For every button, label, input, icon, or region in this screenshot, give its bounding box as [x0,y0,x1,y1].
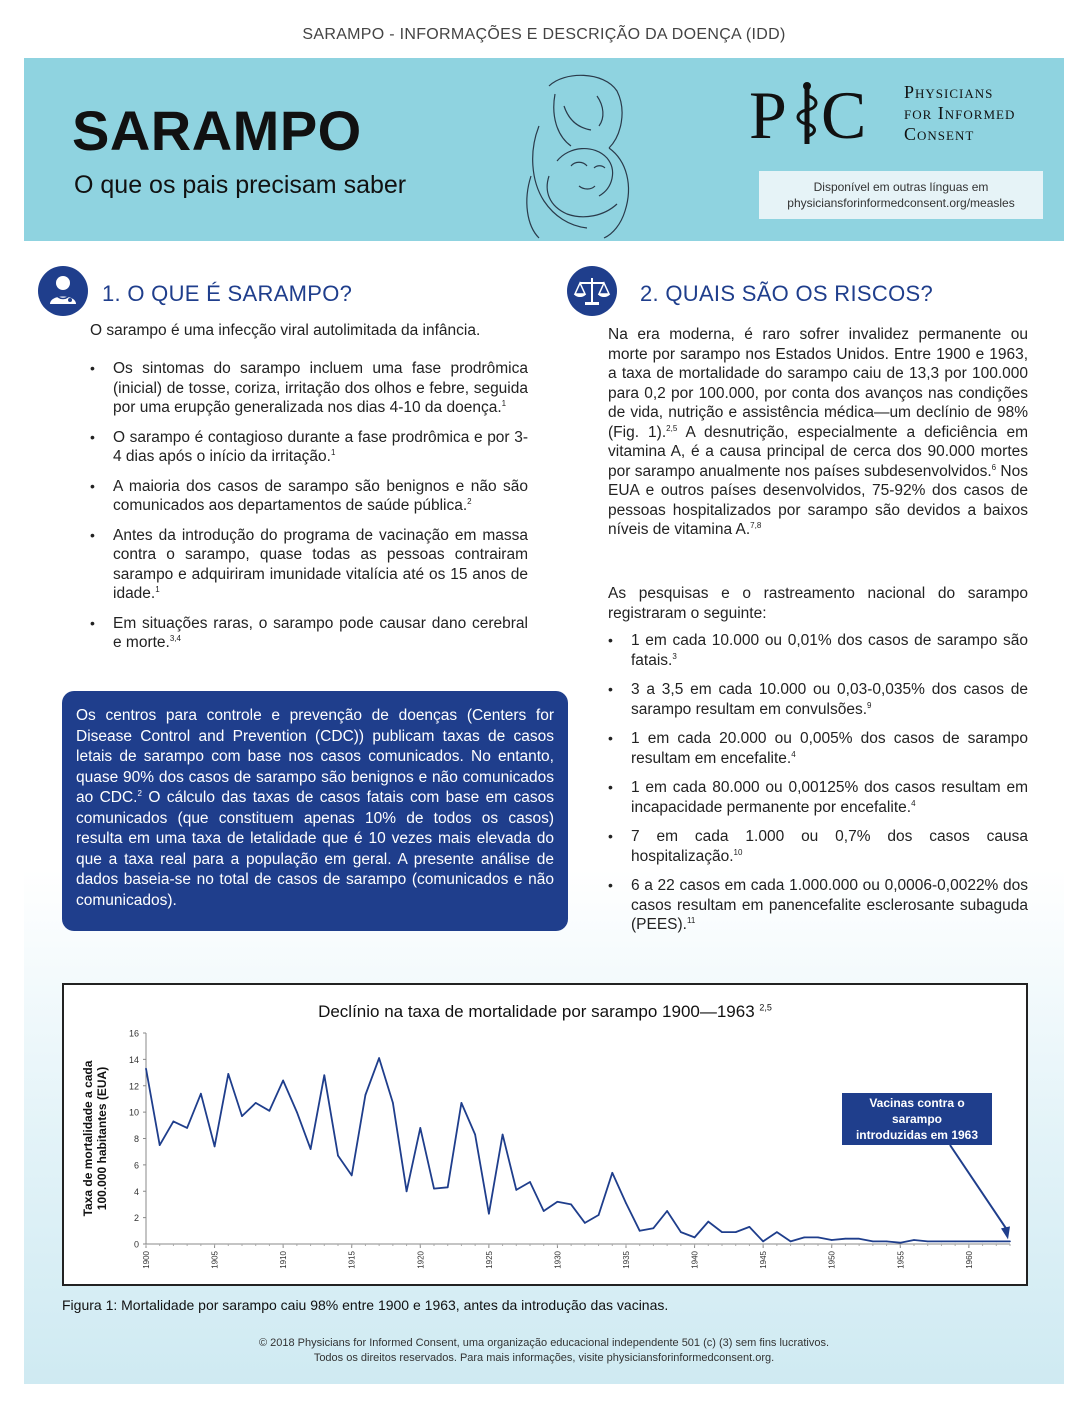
data-point [378,1057,380,1059]
data-point [145,1068,147,1070]
chart-frame [62,983,1028,1286]
data-point [269,1110,271,1112]
y-axis-label-line1: Taxa de mortalidade a cada [81,1060,95,1217]
y-tick-label: 0 [133,1239,139,1250]
data-point [776,1231,778,1233]
svg-text:C: C [821,78,867,148]
list-item: • Antes da introdução do programa de vacinação em massa contra o sarampo, quase todas as pessoas contrairam sarampo e adquiriram imunidade vitalícia até os 15 anos de idade.$^1$ [90,526,528,604]
section1-title: 1. O QUE É SARAMPO? [102,281,353,306]
data-point [941,1241,943,1243]
data-point [214,1146,216,1148]
y-tick-label: 14 [128,1054,139,1065]
data-point [694,1237,696,1239]
data-point [186,1127,188,1129]
data-point [282,1080,284,1082]
pic-logo-icon [749,78,884,148]
x-tick-label: 1925 [484,1251,494,1269]
list-item: • 1 em cada 20.000 ou 0,005% dos casos de sarampo resultam em encefalite.$^4$ [608,729,1028,768]
data-point [598,1214,600,1216]
series-line [146,1058,1010,1243]
section2-intro: As pesquisas e o rastreamento nacional do sarampo registraram o seguinte: [608,585,1028,622]
data-point [666,1210,668,1212]
mortality-line-chart [64,985,1026,1284]
data-point [392,1102,394,1104]
y-tick-label: 12 [128,1081,139,1092]
x-tick-label: 1915 [347,1251,357,1269]
data-point [707,1221,709,1223]
annotation-text: Vacinas contra o [869,1096,965,1110]
list-item: • 1 em cada 10.000 ou 0,01% dos casos de sarampo são fatais.$^3$ [608,631,1028,670]
running-title: SARAMPO - INFORMAÇÕES E DESCRIÇÃO DA DOENÇA (IDD) [302,26,786,43]
languages-link[interactable]: physiciansforinformedconsent.org/measles [787,196,1015,210]
y-tick-label: 2 [133,1213,139,1224]
page-subtitle: O que os pais precisam saber [74,171,407,199]
org-name: Physicians for Informed Consent [904,82,1016,144]
annotation-text: sarampo [891,1112,943,1126]
chart-title: Declínio na taxa de mortalidade por sarampo 1900—1963 $^{2,5}$ [318,1002,772,1021]
section2-paragraph: Na era moderna, é raro sofrer invalidez permanente ou morte por sarampo nos Estados Unidos. Entre 1900 e 1963, a taxa de mortalidade do sarampo caiu de 13,3 por 100.000 para 0,2 por 100.000, por conta dos avanços nas condições de vida, nutrição e assistência médica—um declínio de 98% (Fig. 1).$^{2,5}$ A desnutrição, especialmente a deficiência em vitamina A, é a causa principal de cerca dos 90.000 mortes por sarampo anualmente nos países subdesenvolvidos.$^6$ Nos EUA e outros países desenvolvidos, 75-92% dos casos de pessoas hospitalizados por sarampo são devidos a baixos níveis de vitamina A.$^{7,8}$ [608,326,1028,538]
data-point [557,1201,559,1203]
data-point [310,1148,312,1150]
y-tick-label: 6 [133,1160,139,1171]
data-point [502,1134,504,1136]
x-tick-label: 1900 [142,1251,151,1269]
list-item: • O sarampo é contagioso durante a fase prodrômica e por 3-4 dias após o início da irritação.$^1$ [90,428,528,467]
y-tick-label: 10 [128,1107,139,1118]
data-point [927,1241,929,1243]
data-point [982,1241,984,1243]
data-point [762,1241,764,1243]
x-tick-label: 1960 [964,1251,974,1269]
data-point [831,1239,833,1241]
data-point [529,1181,531,1183]
data-point [735,1231,737,1233]
section2-bullet-list [608,631,1028,945]
data-point [639,1230,641,1232]
x-tick-label: 1910 [279,1251,289,1269]
languages-notice: Disponível em outras línguas em physiciansforinformedconsent.org/measles [759,171,1043,219]
data-point [721,1231,723,1233]
y-tick-label: 4 [133,1186,139,1197]
section2-title: 2. QUAIS SÃO OS RISCOS? [640,281,933,306]
data-point [474,1134,476,1136]
mother-child-illustration [509,66,649,242]
data-point [790,1241,792,1243]
data-point [227,1073,229,1075]
annotation-arrow [950,1145,1008,1231]
data-point [173,1121,175,1123]
data-point [323,1074,325,1076]
section1-intro: O sarampo é uma infecção viral autolimitada da infância. [90,322,481,339]
data-point [461,1102,463,1104]
list-item: • 6 a 22 casos em cada 1.000.000 ou 0,0006-0,0022% dos casos resultam em panencefalite esclerosante subaguda (PEES).$^{11}$ [608,876,1028,935]
data-point [365,1094,367,1096]
data-point [351,1175,353,1177]
data-point [749,1226,751,1228]
data-point [488,1213,490,1215]
data-point [447,1186,449,1188]
data-point [803,1237,805,1239]
figure-caption: Figura 1: Mortalidade por sarampo caiu 98% entre 1900 e 1963, antes da introdução das vacinas. [62,1297,669,1313]
data-point [611,1172,613,1174]
data-point [913,1239,915,1241]
data-point [255,1102,257,1104]
data-point [159,1144,161,1146]
svg-text:P: P [749,78,787,148]
y-tick-label: 8 [133,1134,139,1144]
data-point [995,1241,997,1243]
x-tick-label: 1940 [690,1251,700,1269]
data-point [899,1242,901,1244]
data-point [200,1093,202,1095]
data-point [1009,1241,1011,1243]
data-point [296,1111,298,1113]
data-point [886,1241,888,1243]
data-point [625,1202,627,1204]
page-title: SARAMPO [72,99,362,162]
data-point [954,1241,956,1243]
data-point [817,1237,819,1239]
list-item: • 7 em cada 1.000 ou 0,7% dos casos causa hospitalização.$^{10}$ [608,827,1028,866]
data-point [968,1241,970,1243]
x-tick-label: 1950 [827,1251,837,1269]
x-tick-label: 1920 [416,1251,426,1269]
x-tick-label: 1930 [553,1251,563,1269]
y-axis-label-line2: 100.000 habitantes (EUA) [95,1066,109,1211]
data-point [858,1238,860,1240]
data-point [570,1204,572,1206]
section1-bullet-list [90,359,528,663]
annotation-arrowhead [1001,1226,1010,1239]
list-item: • A maioria dos casos de sarampo são benignos e não são comunicados aos departamentos de saúde pública.$^2$ [90,477,528,516]
footer: © 2018 Physicians for Informed Consent, uma organização educacional independente 501 (c) (3) sem fins lucrativos. Todos os direitos reservados. Para mais informações, visite physiciansforinformedconsent.org. [258,1337,830,1364]
title-banner [24,58,1064,241]
list-item: • 1 em cada 80.000 ou 0,00125% dos casos resultam em incapacidade permanente por encefalite.$^4$ [608,778,1028,817]
scales-icon [567,266,617,316]
x-tick-label: 1935 [622,1251,631,1269]
data-point [584,1222,586,1224]
list-item: • 3 a 3,5 em cada 10.000 ou 0,03-0,035% dos casos de sarampo resultam em convulsões.$^9$ [608,680,1028,719]
data-point [419,1127,421,1129]
annotation-text: introduzidas em 1963 [855,1128,979,1142]
data-point [337,1155,339,1157]
data-point [653,1227,655,1229]
data-point [406,1190,408,1192]
y-tick-label: 16 [128,1028,139,1039]
x-tick-label: 1905 [210,1251,220,1269]
data-point [845,1238,847,1240]
x-tick-label: 1955 [896,1251,906,1269]
x-tick-label: 1945 [759,1251,769,1269]
list-item: • Os sintomas do sarampo incluem uma fase prodrômica (inicial) de tosse, coriza, irritação dos olhos e febre, seguida por uma erupção generalizada nos dias 4-10 da doença.$^1$ [90,359,528,418]
cdc-note-box: Os centros para controle e prevenção de doenças (Centers for Disease Control and Prevention (CDC)) publicam taxas de casos letais de sarampo com base nos casos comunicados. No entanto, quase 90% dos casos de sarampo são benignos e não comunicados ao CDC.$^2$ O cálculo das taxas de casos fatais com base em casos comunicados (que constituem apenas 10% de todos os casos) resulta em uma taxa de letalidade que é 10 vezes mais elevada do que a taxa real para a população em geral. A presente análise de dados baseia-se no total de casos de sarampo (comunicados e não comunicados). [62,691,568,931]
data-point [872,1241,874,1243]
data-point [680,1231,682,1233]
data-point [241,1115,243,1117]
data-point [515,1189,517,1191]
list-item: • Em situações raras, o sarampo pode causar dano cerebral e morte.$^{3,4}$ [90,614,528,653]
data-point [543,1210,545,1212]
data-point [433,1188,435,1190]
doctor-icon [38,266,88,316]
